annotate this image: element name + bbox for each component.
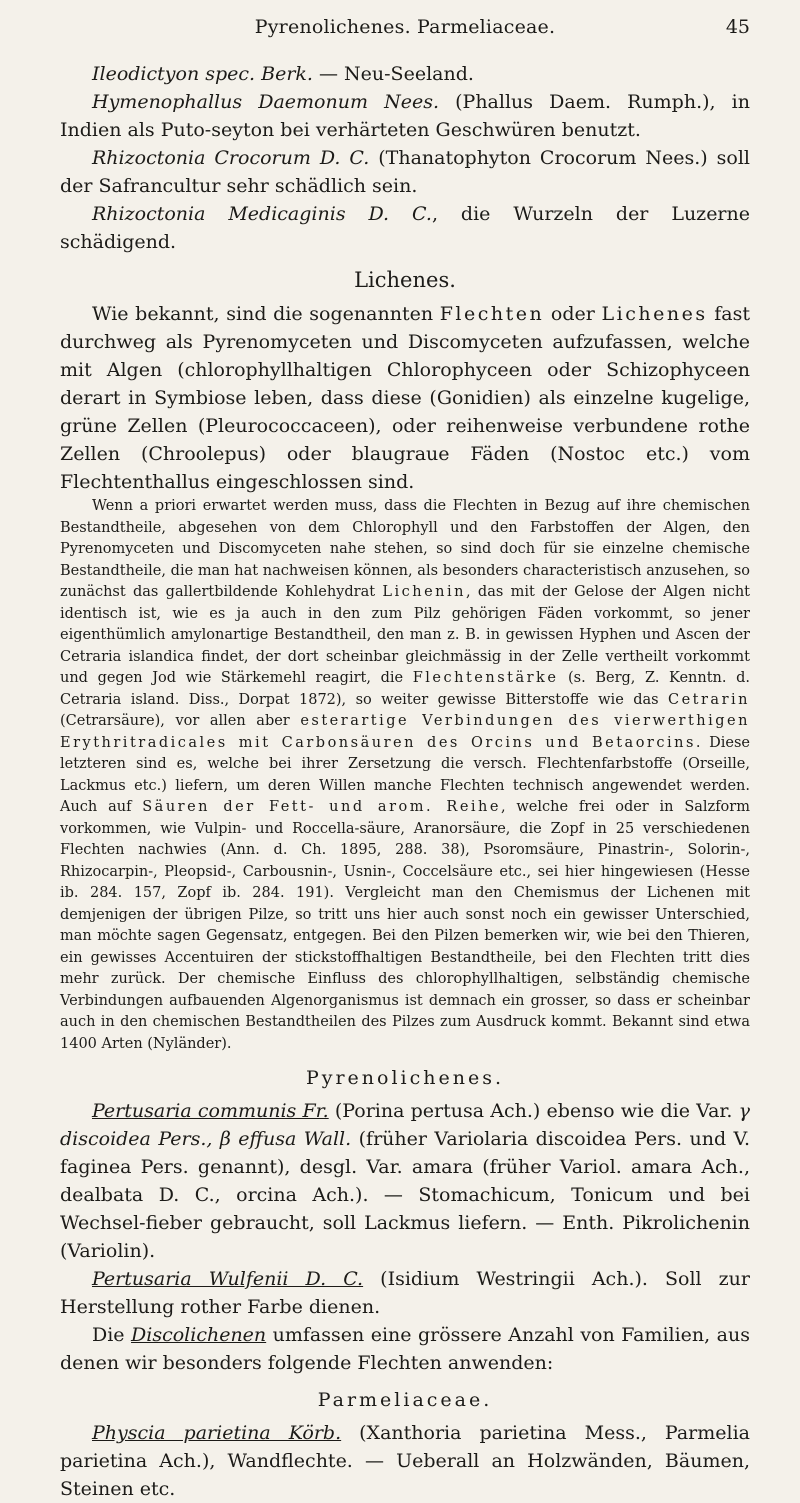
entry-text: (Isidium Westringii Ach.). Soll zur Herstellung rother Farbe dienen. xyxy=(60,1268,750,1318)
page-number: 45 xyxy=(725,16,750,38)
lichenes-intro-paragraph xyxy=(60,300,750,496)
spaced-term: esterartige Verbindungen des vierwerthigen Erythritradicales mit Carbonsäuren des Orcins und Betaorcins xyxy=(60,713,750,751)
spaced-term: Cetrarin xyxy=(668,691,750,708)
entry-hymenophallus xyxy=(60,88,750,144)
entry-text: — Neu-Seeland. xyxy=(312,63,474,85)
entry-physcia-parietina xyxy=(60,1419,750,1503)
text-run: fast durchweg als Pyrenomyceten und Discomyceten aufzufassen, welche mit Algen (chlorophyllhaltigen Chlorophyceen oder Schizophyceen derart in Symbiose leben, dass diese (Gonidien) als einzelne kugelige, grüne Zellen (Pleurococcaceen), oder reihenweise verbundene rothe Zellen (Chroolepus) oder blaugraue Fäden (Nostoc etc.) vom Flechtenthallus eingeschlossen sind. xyxy=(60,303,750,493)
entry-text: (Phallus Daem. Rumph.), in Indien als Puto-seyton bei verhärteten Geschwüren benutzt. xyxy=(60,91,750,141)
text-run: . Diese letzteren sind es, welche bei ihrer Zersetzung die versch. Flechtenfarbstoffe (Orseille, Lackmus etc.) liefern, um deren Willen manche Flechten technisch angewendet werden. Auch auf xyxy=(60,734,750,815)
variety-names: γ discoidea Pers., β effusa Wall. xyxy=(60,1100,751,1150)
spaced-term: Flechtenstärke xyxy=(412,670,559,686)
entry-ileodictyon xyxy=(60,60,750,88)
text-run: umfassen eine grössere Anzahl von Familien, aus denen wir besonders folgende Flechten anwenden: xyxy=(60,1324,750,1374)
page-header xyxy=(60,0,750,60)
taxon-name: Rhizoctonia Medicaginis D. C. xyxy=(92,203,432,225)
discolichenen-paragraph xyxy=(60,1321,750,1377)
text-run: (s. Berg, Z. Kenntn. d. Cetraria island. Diss., Dorpat 1872), so weiter gewisse Bitterstoffe wie das xyxy=(60,670,751,708)
text-run: , welche frei oder in Salzform vorkommen, wie Vulpin- und Roccella-säure, Aranorsäure, die Zopf in 25 verschiedenen Flechten nachwies (Ann. d. Ch. 1895, 288. 38), Psoromsäure, Pinastrin-, Solorin-, Rhizocarpin-, Pleopsid-, Carbousnin-, Usnin-, Coccelsäure etc., sei hier hingewiesen (Hesse ib. 284. 157, Zopf ib. 284. 191). Vergleicht man den Chemismus der Lichenen mit demjenigen der übrigen Pilze, so tritt uns hier auch sonst noch ein gewisser Unterschied, man möchte sagen Gegensatz, entgegen. Bei den Pilzen bemerken wir, wie bei den Thieren, ein gewisses Accentuiren der stickstoffhaltigen Bestandtheile, bei den Flechten tritt dies mehr zurück. Der chemische Einfluss des chlorophyllhaltigen, selbständig chemische Verbindungen aufbauenden Algenorganismus ist demnach ein grosser, so dass er scheinbar auch in den chemischen Bestandtheilen des Pilzes zum Ausdruck kommt. Bekannt sind etwa 1400 Arten (Nyländer). xyxy=(60,799,750,1052)
section-heading-lichenes: Lichenes. xyxy=(354,268,456,292)
running-title: Pyrenolichenes. Parmeliaceae. xyxy=(254,16,556,38)
section-heading-pyrenolichenes: Pyrenolichenes. xyxy=(305,1067,505,1089)
entry-pertusaria-communis xyxy=(60,1097,750,1265)
entry-text: (Thanatophyton Crocorum Nees.) soll der Safrancultur sehr schädlich sein. xyxy=(60,147,750,197)
taxon-name: Discolichenen xyxy=(131,1324,267,1346)
text-run: oder xyxy=(544,303,602,325)
entry-rhizoctonia-crocorum xyxy=(60,144,750,200)
text-run: , das mit der Gelose der Algen nicht identisch ist, wie es ja auch in den zum Pilz gehörigen Fäden vorkommt, so jener eigenthümlich amylonartige Bestandtheil, den man z. B. in gewissen Hyphen und Ascen der Cetraria islandica findet, der dort scheinbar gleichmässig in der Zelle vertheilt vorkommt und gegen Jod wie Stärkemehl reagirt, die xyxy=(60,584,751,686)
text-run: (Cetrarsäure), vor allen aber xyxy=(60,713,301,729)
entry-pertusaria-wulfenii xyxy=(60,1265,750,1321)
text-run: Die xyxy=(92,1324,132,1346)
taxon-name: Rhizoctonia Crocorum D. C. xyxy=(92,147,370,169)
text-run: (früher Variolaria discoidea Pers. und V. faginea Pers. genannt), desgl. Var. amara (früher Variol. amara Ach., dealbata D. C., orcina Ach.). — Stomachicum, Tonicum und bei Wechsel-fieber gebraucht, soll Lackmus liefern. — Enth. Pikrolichenin (Variolin). xyxy=(60,1128,750,1262)
section-heading-parmeliaceae: Parmeliaceae. xyxy=(317,1389,493,1411)
entry-rhizoctonia-medicaginis xyxy=(60,200,750,256)
entry-text: , die Wurzeln der Luzerne schädigend. xyxy=(60,203,750,253)
taxon-name: Pertusaria Wulfenii D. C. xyxy=(92,1268,364,1290)
text-run: (Porina pertusa Ach.) ebenso wie die Var. xyxy=(328,1100,739,1122)
entry-text: (Xanthoria parietina Mess., Parmelia parietina Ach.), Wandflechte. — Ueberall an Holzwänden, Bäumen, Steinen etc. xyxy=(60,1422,750,1500)
taxon-name: Hymenophallus Daemonum Nees. xyxy=(92,91,439,113)
text-run: Wenn a priori erwartet werden muss, dass die Flechten in Bezug auf ihre chemischen Bestandtheile, abgesehen von dem Chlorophyll und den Farbstoffen der Algen, den Pyrenomyceten und Discomyceten nahe stehen, so sind doch für sie einzelne chemische Bestandtheile, die man hat nachweisen können, als besonders characteristisch anzusehen, so zunächst das gallertbildende Kohlehydrat xyxy=(60,498,750,600)
taxon-name: Pertusaria communis Fr. xyxy=(92,1100,329,1122)
taxon-name: Physcia parietina Körb. xyxy=(92,1422,342,1444)
text-run: Wie bekannt, sind die sogenannten xyxy=(92,303,440,325)
spaced-term: Lichenin xyxy=(382,584,466,600)
taxon-name: Ileodictyon spec. Berk. xyxy=(92,63,313,85)
spaced-term: Flechten xyxy=(439,303,545,325)
spaced-term: Lichenes xyxy=(601,303,708,325)
lichenes-chemistry-note xyxy=(60,496,750,1055)
spaced-term: Säuren der Fett- und arom. Reihe xyxy=(142,799,501,815)
